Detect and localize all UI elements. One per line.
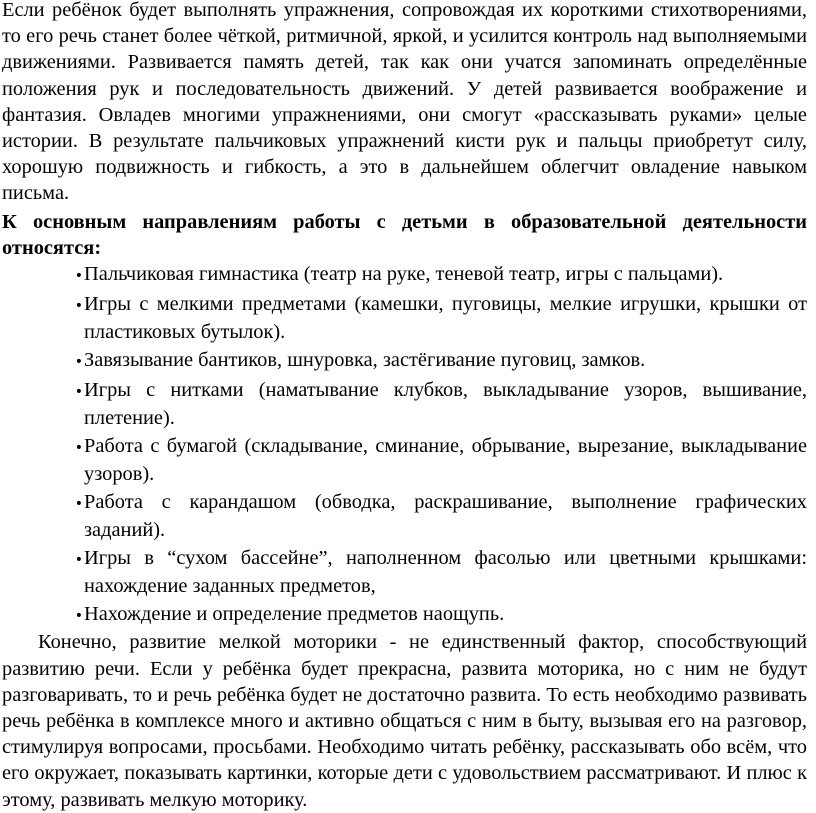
intro-paragraph: Если ребёнок будет выполнять упражнения, сопровождая их короткими стихотворениями, то его речь станет более чёткой, ритмичной, яркой, и усилится контроль над выполняемыми движениями. Развивается память детей, так как они учатся запоминать определённые положения рук и последовательность движений. У детей развивается воображение и фантазия. Овладев многими упражнениями, они смогут «рассказывать руками» целые истории. В результате пальчиковых упражнений кисти рук и пальцы приобретут силу, хорошую подвижность и гибкость, а это в дальнейшем облегчит овладение навыком письма. (2, 0, 807, 205)
bullet-icon: • (74, 297, 83, 314)
list-item-text: Работа с карандашом (обводка, раскрашивание, выполнение графических заданий). (84, 490, 807, 541)
list-item-text: Игры в “сухом бассейне”, наполненном фасолью или цветными крышками: нахождение заданных предметов, (84, 546, 807, 597)
list-item-text: Нахождение и определение предметов наощупь. (84, 602, 505, 625)
list-item (2, 489, 807, 543)
section-heading: К основным направлениям работы с детьми в образовательной деятельности относятся: (2, 210, 807, 259)
list-item-text: Работа с бумагой (складывание, сминание, обрывание, вырезание, выкладывание узоров). (84, 434, 807, 485)
bullet-icon: • (74, 439, 83, 456)
bullet-icon: • (74, 551, 83, 568)
bullet-icon: • (74, 383, 83, 400)
list-item (2, 601, 807, 629)
bullet-icon: • (74, 607, 83, 624)
list-item (2, 347, 807, 375)
list-item-text: Игры с мелкими предметами (камешки, пуговицы, мелкие игрушки, крышки от пластиковых бутылок). (84, 292, 807, 344)
list-item (2, 261, 807, 289)
list-item (2, 545, 807, 599)
closing-paragraph: Конечно, развитие мелкой моторики - не единственный фактор, способствующий развитию речи. Если у ребёнка будет прекрасна, развита моторика, но с ним не будут разговаривать, то и речь ребёнка будет не достаточно развита. То есть необходимо развивать речь ребёнка в комплексе много и активно общаться с ним в быту, вызывая его на разговор, стимулируя вопросами, просьбами. Необходимо читать ребёнку, рассказывать обо всём, что его окружает, показывать картинки, которые дети с удовольствием рассматривают. И плюс к этому, развивать мелкую моторику. (2, 631, 807, 811)
list-item (2, 377, 807, 431)
list-item-text: Пальчиковая гимнастика (театр на руке, теневой театр, игры с пальцами). (84, 263, 724, 286)
bullet-icon: • (74, 268, 83, 285)
bullet-icon: • (74, 353, 83, 370)
bullet-icon: • (74, 495, 83, 512)
list-item (2, 291, 807, 345)
list-item (2, 433, 807, 487)
list-item-text: Игры с нитками (наматывание клубков, выкладывание узоров, вышивание, плетение). (84, 378, 807, 429)
list-item-text: Завязывание бантиков, шнуровка, застёгивание пуговиц, замков. (84, 348, 646, 371)
directions-list (2, 261, 807, 629)
